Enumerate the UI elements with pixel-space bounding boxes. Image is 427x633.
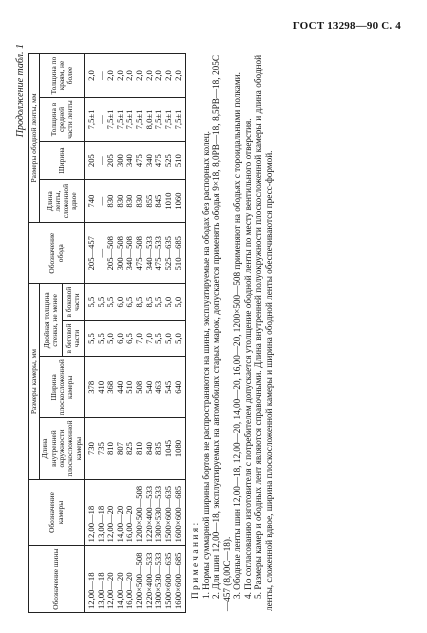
table-cell-value: 510 xyxy=(124,380,135,394)
table-cell-value: 7,5±1 xyxy=(114,109,125,130)
table-cell-value: 16,00—20 xyxy=(124,505,135,543)
table-cell-value: 12,00—20 xyxy=(105,572,116,609)
cell-tube-list xyxy=(84,479,185,546)
table-cell-value: 1060 xyxy=(172,192,183,210)
table-cell-value: 807 xyxy=(114,442,125,455)
table-cell-value: 7,5±1 xyxy=(134,109,144,130)
table-cell-value: 440 xyxy=(114,380,125,394)
table-cell-value: 810 xyxy=(134,442,144,455)
table-cell-value: 640 xyxy=(172,380,183,394)
table-cell-value: 14,00—20 xyxy=(114,505,125,543)
table-cell-value: 1600×600—685 xyxy=(172,485,183,543)
cell-flap-mid-list xyxy=(84,98,185,142)
table-cell-value: 1220×400—533 xyxy=(143,485,154,543)
table-cell-value: 8,5 xyxy=(134,296,144,308)
header-in-tread: в беговой части xyxy=(62,320,84,356)
table-cell-value: 2,0 xyxy=(105,70,116,81)
table-cell-value: 830 xyxy=(105,194,116,208)
table-cell-value: 340 xyxy=(124,154,135,168)
table-cell-value: 830 xyxy=(124,194,135,208)
header-flap-length: Длина ленты, сложенной вдвое xyxy=(40,180,84,223)
header-flap-width: Ширина xyxy=(40,141,84,179)
table-cell-value: 2,0 xyxy=(124,70,135,81)
table-cell-value: 5,0 xyxy=(162,333,173,344)
table-cell-value: 368 xyxy=(105,380,116,394)
cell-flap-length-list xyxy=(84,180,185,223)
table-cell-value: 2,0 xyxy=(134,70,144,81)
table-cell-value: 525 xyxy=(162,154,173,168)
table-cell-value: 475—508 xyxy=(134,236,144,271)
header-flap-group: Размеры ободной ленты, мм xyxy=(29,54,40,223)
table-cell-value: 510 xyxy=(172,154,183,168)
note-item: 5. Размеры камер и ободных лент являются справочными. Длина внутренней полуокружности плоскосложенной камеры и длина ободной ленты, сложенной вдвое, ширина плоскосложенной камеры и ширина ободной ленты обеспечиваются пресс-формой. xyxy=(253,55,274,611)
note-item: 2. Для шин 12,00—18, эксплуатируемых на автомобилях старых марок, допускается применять ободья 9×18, 8,0РВ—18, 8,5РВ—18, 205С—457 (8,00С—18). xyxy=(211,55,232,611)
table-cell-value: 12,00—18 xyxy=(85,572,96,609)
table-cell-value: 5,5 xyxy=(85,333,96,344)
table-cell-value: 205—457 xyxy=(85,236,96,271)
table-cell-value: 5,0 xyxy=(172,296,183,308)
table-data-row xyxy=(84,54,185,613)
table-cell-value: 6,0 xyxy=(114,296,125,308)
table-cell-value: 7,5±1 xyxy=(153,109,164,130)
table-cell-value: 2,0 xyxy=(85,70,96,81)
table-cell-value: 735 xyxy=(95,442,106,455)
table-cell-value: 410 xyxy=(95,380,106,394)
table-cell-value: 855 xyxy=(143,194,154,208)
table-cell-value: 508 xyxy=(134,380,144,394)
table-cell-value: 13,00—18 xyxy=(95,572,106,609)
table-cell-value: 475—533 xyxy=(153,236,164,271)
table-cell-value: 510—685 xyxy=(172,236,183,271)
table-cell-value: 475 xyxy=(153,154,164,168)
table-cell-value: 5,5 xyxy=(85,296,96,308)
table-cell-value: 545 xyxy=(162,380,173,394)
header-double-thickness: Двойная толщина стенки, не менее xyxy=(40,284,62,357)
table-cell-value: 7,5±1 xyxy=(124,109,135,130)
header-flap-edge: Толщина по краям, не более xyxy=(40,54,84,98)
table-cell-value: 5,5 xyxy=(95,333,106,344)
notes-section xyxy=(190,55,274,611)
table-cell-value: 830 xyxy=(114,194,125,208)
table-cell-value: 14,00—20 xyxy=(114,572,125,609)
table-cell-value: 378 xyxy=(85,380,96,394)
header-tube-length: Длина внутренней окружности плоскосложенной камеры xyxy=(40,418,84,479)
table-cell-value: 300—508 xyxy=(114,236,125,271)
table-cell-value: 1010 xyxy=(162,192,173,210)
header-in-sidewall: в боковой части xyxy=(62,284,84,320)
table-cell-value: 12,00—20 xyxy=(105,505,116,543)
cell-flap-edge-list xyxy=(84,54,185,98)
table-cell-value: 5,5 xyxy=(105,296,116,308)
table-cell-value: 7,5±1 xyxy=(85,109,96,130)
header-tube-group: Размеры камеры, мм xyxy=(29,284,40,479)
table-cell-value: 7,5±1 xyxy=(105,109,116,130)
cell-tread-list xyxy=(84,320,185,356)
table-cell-value: 740 xyxy=(85,194,96,208)
table-cell-value: 830 xyxy=(134,194,144,208)
table-cell-value: 8,5 xyxy=(143,296,154,308)
table-cell-value: 13,00—18 xyxy=(95,505,106,543)
table-cell-value: 1045 xyxy=(162,439,173,458)
table-cell-value: 840 xyxy=(143,442,154,455)
header-flap-mid: Толщина в средней части ленты xyxy=(40,98,84,142)
cell-tire-list xyxy=(84,546,185,613)
table-cell-value: 1600×600—685 xyxy=(172,552,183,609)
table-cell-value: 525—635 xyxy=(162,236,173,271)
page-header: ГОСТ 13298—90 С. 4 xyxy=(292,20,401,32)
table-cell-value: 2,0 xyxy=(114,70,125,81)
table-cell-value: 2,0 xyxy=(162,70,173,81)
table-cell-value: 1500×600—635 xyxy=(162,485,173,543)
header-rim: Обозначение обода xyxy=(29,222,85,283)
cell-rim-list xyxy=(84,222,185,283)
table-cell-value: 2,0 xyxy=(153,70,164,81)
table-cell-value: 845 xyxy=(153,194,164,208)
table-cell-value: 1200×500—508 xyxy=(134,485,144,543)
table-cell-value: 6,0 xyxy=(114,333,125,344)
table-cell-value: 205 xyxy=(105,154,116,168)
table-cell-value: 340—508 xyxy=(124,236,135,271)
cell-tube-width-list xyxy=(84,357,185,418)
dimensions-table xyxy=(28,53,186,613)
table-cell-value: 825 xyxy=(124,442,135,455)
table-cell-value: 1300×530—533 xyxy=(153,485,164,543)
table-continuation-label: Продолжение табл. 1 xyxy=(15,44,26,138)
cell-flap-width-list xyxy=(84,141,185,179)
cell-side-list xyxy=(84,284,185,320)
table-cell-value: 205—508 xyxy=(105,236,116,271)
rotated-page xyxy=(13,40,413,615)
table-cell-value: 6,5 xyxy=(124,296,135,308)
table-cell-value: — xyxy=(95,248,106,258)
table-cell-value: — xyxy=(95,156,106,165)
table-cell-value: 1220×400—533 xyxy=(143,552,154,609)
table-cell-value: 475 xyxy=(134,154,144,168)
table-cell-value: — xyxy=(95,115,106,124)
table-cell-value: 5,5 xyxy=(153,333,164,344)
notes-title: Примечания: xyxy=(190,520,201,599)
table-cell-value: 5,0 xyxy=(105,333,116,344)
table-cell-value: 540 xyxy=(143,380,154,394)
table-cell-value: 810 xyxy=(105,442,116,455)
table-cell-value: 7,0 xyxy=(143,333,154,344)
note-item: 3. Ободные ленты шин 12,00—18, 12,00—20, 14,00—20, 16,00—20, 1200×500—508 применяют на ободьях с тороидальными полками. xyxy=(232,72,243,599)
cell-tube-length-list xyxy=(84,418,185,479)
table-cell-value: 5,0 xyxy=(172,333,183,344)
table-cell-value: 2,0 xyxy=(172,70,183,81)
table-cell-value: 5,0 xyxy=(162,296,173,308)
table-cell-value: 16,00—20 xyxy=(124,572,135,609)
table-cell-value: — xyxy=(95,71,106,80)
table-cell-value: 205 xyxy=(85,154,96,168)
note-item: 4. По согласованию изготовителя с потребителем допускается утолщение ободной ленты по месту вентильного отверстия. xyxy=(242,118,253,599)
table-cell-value: 1300×530—533 xyxy=(153,552,164,609)
header-tube: Обозначение камеры xyxy=(29,479,85,546)
table-cell-value: 730 xyxy=(85,442,96,455)
table-cell-value: 8,0±1 xyxy=(143,109,154,130)
note-item: 1. Нормы суммарной ширины бортов не распространяются на шины, эксплуатируемые на ободах без распорных колец. xyxy=(200,131,211,599)
table-cell-value: 7,5±1 xyxy=(172,109,183,130)
table-cell-value: 1500×600—635 xyxy=(162,552,173,609)
table-cell-value: 2,0 xyxy=(143,70,154,81)
table-cell-value: 6,5 xyxy=(124,333,135,344)
table-cell-value: 835 xyxy=(153,442,164,455)
table-cell-value: 5,5 xyxy=(95,296,106,308)
header-tube-width: Ширина плоскосложенной камеры xyxy=(40,357,84,418)
table-cell-value: 7,5±1 xyxy=(162,109,173,130)
table-cell-value: 340—533 xyxy=(143,236,154,271)
table-cell-value: 12,00—18 xyxy=(85,505,96,543)
table-cell-value: 1200×500—508 xyxy=(134,552,144,609)
table-cell-value: 340 xyxy=(143,154,154,168)
table-cell-value: 7,0 xyxy=(134,333,144,344)
table-cell-value: — xyxy=(95,196,106,206)
header-tire: Обозначение шины xyxy=(29,546,85,613)
table-cell-value: 1080 xyxy=(172,439,183,458)
table-cell-value: 463 xyxy=(153,380,164,394)
table-cell-value: 300 xyxy=(114,154,125,168)
table-cell-value: 5,5 xyxy=(153,296,164,308)
